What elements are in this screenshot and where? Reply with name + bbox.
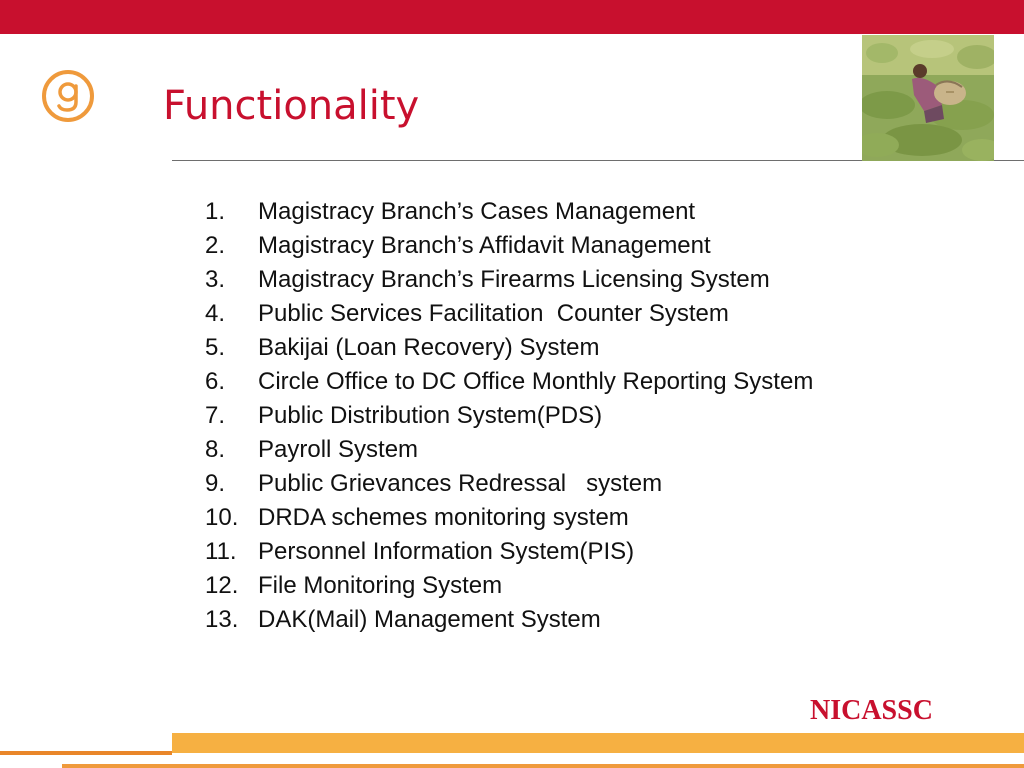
list-item-number: 12. [205, 572, 239, 599]
list-item-text: Payroll System [258, 436, 419, 463]
list-item-text: Public Distribution System(PDS) [258, 402, 603, 429]
footer-brand: NICASSC [810, 695, 933, 726]
list-item-text: Circle Office to DC Office Monthly Reporting System [258, 368, 814, 395]
list-item [205, 229, 813, 263]
list-item [205, 467, 813, 501]
list-item [205, 501, 813, 535]
functionality-list [205, 195, 813, 637]
top-accent-bar [0, 0, 1024, 34]
list-item-text: Public Services Facilitation Counter System [258, 300, 729, 327]
list-item-number: 3. [205, 266, 226, 293]
list-item [205, 263, 813, 297]
list-item-text: Personnel Information System(PIS) [258, 538, 635, 565]
bottom-band [172, 733, 1024, 753]
list-item-number: 10. [205, 504, 239, 531]
list-item-number: 8. [205, 436, 226, 463]
list-item [205, 331, 813, 365]
list-item-number: 11. [205, 538, 237, 565]
list-item [205, 297, 813, 331]
g-circle-logo-icon [40, 68, 96, 124]
list-item [205, 365, 813, 399]
list-item-number: 5. [205, 334, 226, 361]
list-item [205, 195, 813, 229]
list-item-text: DRDA schemes monitoring system [258, 504, 629, 531]
list-item-text: Public Grievances Redressal system [258, 470, 663, 497]
list-item [205, 569, 813, 603]
list-item-text: Magistracy Branch’s Affidavit Management [258, 232, 711, 259]
list-item-text: DAK(Mail) Management System [258, 606, 601, 633]
list-item-number: 7. [205, 402, 226, 429]
list-item-text: File Monitoring System [258, 572, 503, 599]
list-item [205, 603, 813, 637]
list-item-number: 9. [205, 470, 226, 497]
list-item-text: Magistracy Branch’s Cases Management [258, 198, 696, 225]
list-item [205, 535, 813, 569]
list-item-number: 4. [205, 300, 226, 327]
list-item [205, 399, 813, 433]
tea-picker-photo [862, 35, 994, 161]
list-item-text: Bakijai (Loan Recovery) System [258, 334, 600, 361]
list-item [205, 433, 813, 467]
slide-title: Functionality [163, 83, 420, 129]
bottom-line [62, 764, 1024, 768]
list-item-number: 1. [205, 198, 226, 225]
list-item-number: 2. [205, 232, 226, 259]
list-item-number: 6. [205, 368, 226, 395]
list-item-number: 13. [205, 606, 239, 633]
list-item-text: Magistracy Branch’s Firearms Licensing System [258, 266, 770, 293]
bottom-band-accent [0, 751, 172, 755]
